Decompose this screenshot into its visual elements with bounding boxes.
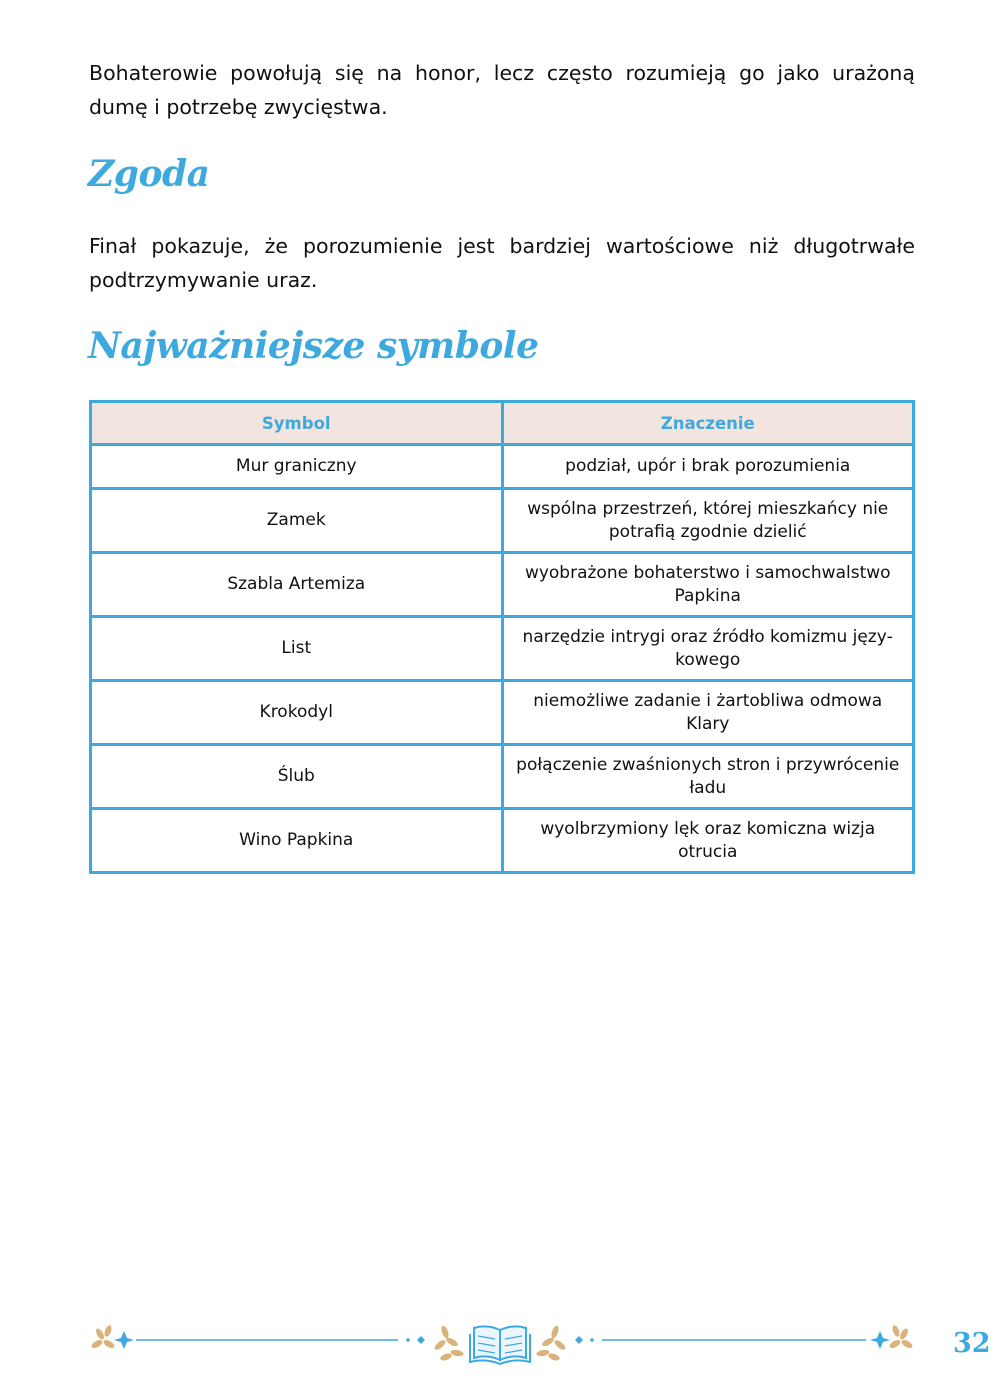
- table-row: [91, 745, 914, 809]
- symbol-cell: Zamek: [91, 489, 503, 553]
- meaning-cell: niemożliwe zadanie i żartobliwa odmowa Klary: [502, 681, 914, 745]
- leaf-sprig-right-icon: [888, 1324, 913, 1349]
- table-row: [91, 617, 914, 681]
- symbol-cell: Mur graniczny: [91, 445, 503, 489]
- symbol-cell: Wino Papkina: [91, 809, 503, 873]
- meaning-cell: wyobrażone bohaterstwo i samochwalstwo Papkina: [502, 553, 914, 617]
- meaning-cell: wyolbrzymiony lęk oraz komiczna wizja otrucia: [502, 809, 914, 873]
- symbol-cell: Ślub: [91, 745, 503, 809]
- table-row: [91, 681, 914, 745]
- leaf-branch-left-icon: [433, 1325, 464, 1362]
- heading-zgoda: Zgoda: [88, 153, 210, 195]
- page-number: 32: [953, 1328, 991, 1359]
- symbol-cell: Krokodyl: [91, 681, 503, 745]
- leaf-branch-right-icon: [536, 1325, 567, 1362]
- meaning-cell: połączenie zwaśnionych stron i przywrócenie ładu: [502, 745, 914, 809]
- table-row: [91, 489, 914, 553]
- header-meaning: Znaczenie: [502, 402, 914, 445]
- meaning-cell: wspólna przestrzeń, której mieszkańcy nie potrafią zgodnie dzielić: [502, 489, 914, 553]
- paragraph-honor: Bohaterowie powołują się na honor, lecz często rozumieją go jako urażoną dumę i potrzebę zwycięstwa.: [89, 61, 915, 119]
- table-row: [91, 809, 914, 873]
- leaf-sprig-left-icon: [90, 1324, 115, 1349]
- sparkle-right-icon: [870, 1331, 890, 1349]
- header-symbol: Symbol: [91, 402, 503, 445]
- footer-ornament-graphic: [0, 1312, 1004, 1372]
- heading-symbole: Najważniejsze symbole: [88, 325, 539, 367]
- symbols-table: [89, 400, 915, 874]
- meaning-cell: narzędzie intrygi oraz źródło komizmu językowego: [502, 617, 914, 681]
- table-row: [91, 553, 914, 617]
- sparkle-left-icon: [114, 1331, 134, 1349]
- symbol-cell: Szabla Artemiza: [91, 553, 503, 617]
- table-row: [91, 445, 914, 489]
- paragraph-zgoda: Finał pokazuje, że porozumienie jest bardziej wartościowe niż długotrwałe podtrzymywanie uraz.: [89, 234, 915, 292]
- open-book-icon: [470, 1326, 530, 1364]
- symbol-cell: List: [91, 617, 503, 681]
- footer-ornament: [0, 1312, 1004, 1372]
- meaning-cell: podział, upór i brak porozumienia: [502, 445, 914, 489]
- table-header-row: [91, 402, 914, 445]
